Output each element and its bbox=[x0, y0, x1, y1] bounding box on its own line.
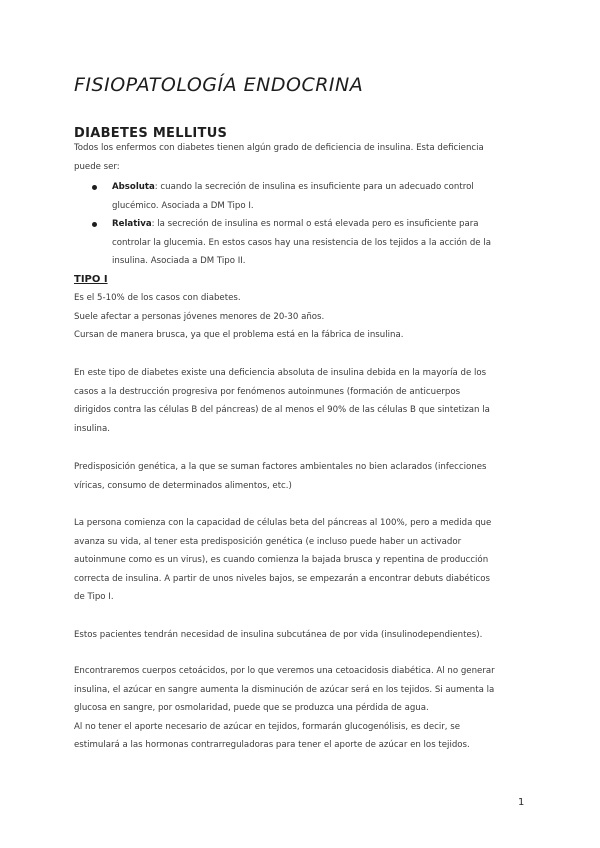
paragraph bbox=[74, 364, 522, 438]
text-line: avanza su vida, al tener esta predisposición genética (e incluso puede haber un activador bbox=[74, 536, 462, 547]
bullet-dot bbox=[92, 222, 97, 227]
text-line: Al no tener el aporte necesario de azúcar en tejidos, formarán glucogenólisis, es decir, se bbox=[74, 721, 460, 732]
text-line: correcta de insulina. A partir de unos niveles bajos, se empezarán a encontrar debuts diabéticos bbox=[74, 573, 490, 584]
text-line: glucosa en sangre, por osmolaridad, puede que se produzca una pérdida de agua. bbox=[74, 703, 429, 714]
page-title: FISIOPATOLOGÍA ENDOCRINA bbox=[74, 74, 364, 96]
paragraph bbox=[74, 514, 522, 607]
text-line: víricas, consumo de determinados alimentos, etc.) bbox=[74, 480, 292, 491]
text-line: insulina, el azúcar en sangre aumenta la disminución de azúcar será en los tejidos. Si aumenta la bbox=[74, 684, 495, 695]
bullet-list bbox=[92, 178, 522, 271]
text-line: La persona comienza con la capacidad de células beta del páncreas al 100%, pero a medida que bbox=[74, 518, 492, 528]
page-number: 1 bbox=[518, 797, 525, 808]
list-item bbox=[92, 215, 522, 271]
text-line: : la secreción de insulina es normal o está elevada pero es insuficiente para bbox=[151, 219, 479, 230]
bullet-term: Relativa bbox=[112, 219, 152, 230]
paragraph bbox=[74, 626, 522, 645]
section-heading: DIABETES MELLITUS bbox=[74, 126, 228, 141]
text-line: insulina. Asociada a DM Tipo II. bbox=[112, 256, 246, 267]
tipo1-lines bbox=[74, 289, 522, 345]
text-line: puede ser: bbox=[74, 161, 120, 172]
text-line: autoinmune como es un virus), es cuando comienza la bajada brusca y repentina de producción bbox=[74, 555, 489, 566]
bullet-dot bbox=[92, 185, 97, 190]
text-line: Suele afectar a personas jóvenes menores de 20-30 años. bbox=[74, 311, 325, 322]
subheading: TIPO I bbox=[74, 274, 108, 285]
text-line: Cursan de manera brusca, ya que el problema está en la fábrica de insulina. bbox=[74, 330, 404, 341]
text-line: Encontraremos cuerpos cetoácidos, por lo que veremos una cetoacidosis diabética. Al no generar bbox=[74, 666, 495, 676]
text-line: En este tipo de diabetes existe una deficiencia absoluta de insulina debida en la mayoría de los bbox=[74, 368, 487, 378]
text-line: Es el 5-10% de los casos con diabetes. bbox=[74, 293, 241, 303]
bullet-term: Absoluta bbox=[112, 182, 155, 192]
intro-paragraph bbox=[74, 139, 522, 176]
text-line: insulina. bbox=[74, 423, 110, 434]
text-line: de Tipo I. bbox=[74, 592, 114, 603]
text-line: glucémico. Asociada a DM Tipo I. bbox=[112, 200, 254, 211]
paragraph bbox=[74, 662, 522, 755]
text-line: controlar la glucemia. En estos casos hay una resistencia de los tejidos a la acción de la bbox=[112, 237, 491, 248]
text-line: Predisposición genética, a la que se suman factores ambientales no bien aclarados (infecciones bbox=[74, 462, 487, 472]
text-line: Estos pacientes tendrán necesidad de insulina subcutánea de por vida (insulinodependientes). bbox=[74, 630, 483, 640]
text-line: estimulará a las hormonas contrarreguladoras para tener el aporte de azúcar en los tejidos. bbox=[74, 740, 470, 751]
text-line: casos a la destrucción progresiva por fenómenos autoinmunes (formación de anticuerpos bbox=[74, 386, 461, 397]
paragraph bbox=[74, 458, 522, 495]
list-item bbox=[92, 178, 522, 215]
text-line: dirigidos contra las células B del páncreas) de al menos el 90% de las células B que sintetizan la bbox=[74, 405, 490, 416]
text-line: Todos los enfermos con diabetes tienen algún grado de deficiencia de insulina. Esta deficiencia bbox=[74, 143, 484, 153]
text-line: : cuando la secreción de insulina es insuficiente para un adecuado control bbox=[154, 182, 474, 192]
